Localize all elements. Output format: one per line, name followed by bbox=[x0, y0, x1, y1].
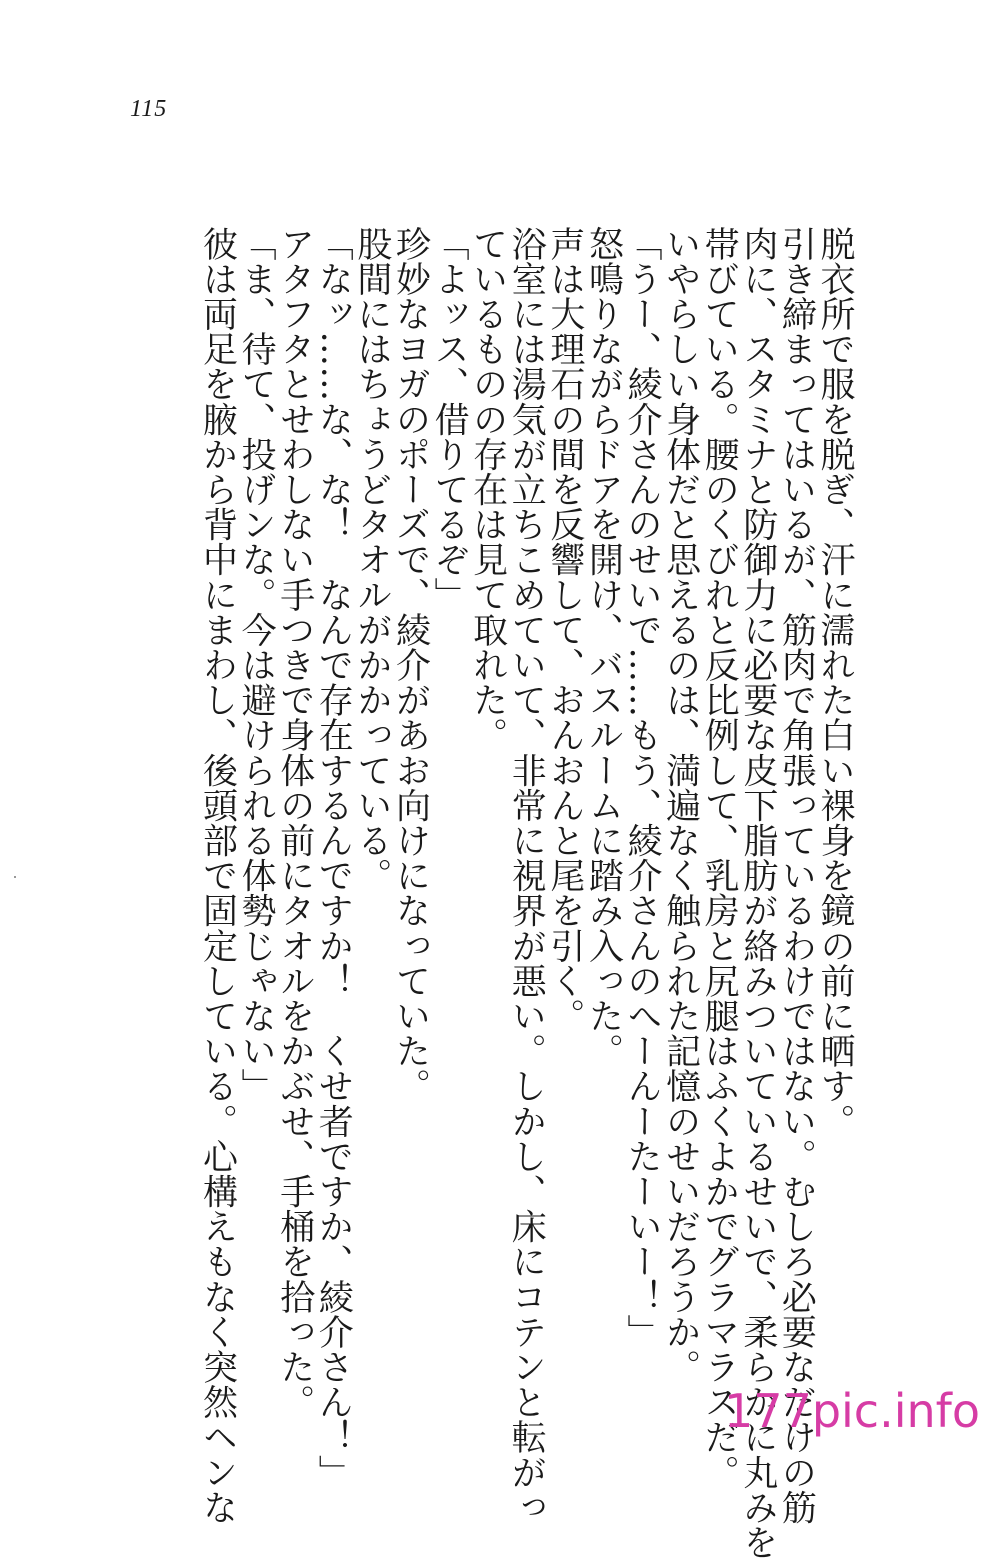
text-line: 声は大理石の間を反響して、おんおんと尾を引く。 bbox=[544, 226, 585, 1034]
text-line: 「うー、綾介さんのせいで……もう、綾介さんのへーんーたーいー！」 bbox=[622, 226, 663, 1350]
page-number: 115 bbox=[130, 96, 168, 122]
text-line: 股間にはちょうどタオルがかかっている。 bbox=[351, 226, 392, 893]
text-line: 「なッ……な、な！ なんで存在するんですか！ くせ者ですか、綾介さん！」 bbox=[313, 226, 354, 1490]
text-line: 肉に、スタミナと防御力に必要な皮下脂肪が絡みついているせいで、柔らかに丸みを bbox=[737, 226, 778, 1560]
text-line: 彼は両足を腋から背中にまわし、後頭部で固定している。心構えもなく突然ヘンな bbox=[197, 226, 238, 1525]
text-line: 脱衣所で服を脱ぎ、汗に濡れた白い裸身を鏡の前に晒す。 bbox=[815, 226, 855, 1139]
watermark: 177pic.info bbox=[724, 1384, 980, 1438]
text-line: 帯びている。腰のくびれと反比例して、乳房と尻腿はふくよかでグラマラスだ。 bbox=[699, 226, 740, 1490]
text-line: 引き締まってはいるが、筋肉で角張っているわけではない。むしろ必要なだけの筋 bbox=[776, 226, 817, 1525]
text-line: 珍妙なヨガのポーズで、綾介があお向けになっていた。 bbox=[390, 226, 431, 1104]
text-line: アタフタとせわしない手つきで身体の前にタオルをかぶせ、手桶を拾った。 bbox=[274, 226, 315, 1420]
text-line: 「よッス、借りてるぞ」 bbox=[429, 226, 470, 613]
text-line: 怒鳴りながらドアを開け、バスルームに踏み入った。 bbox=[583, 226, 624, 1069]
text-line: ているものの存在は見て取れた。 bbox=[467, 226, 508, 753]
text-line: 浴室には湯気が立ちこめていて、非常に視界が悪い。しかし、床にコテンと転がっ bbox=[506, 226, 547, 1525]
text-line: いやらしい身体だと思えるのは、満遍なく触られた記憶のせいだろうか。 bbox=[660, 226, 701, 1385]
text-line: 「ま、待て、投げンな。今は避けられる体勢じゃない」 bbox=[236, 226, 277, 1104]
margin-mark bbox=[14, 876, 16, 878]
